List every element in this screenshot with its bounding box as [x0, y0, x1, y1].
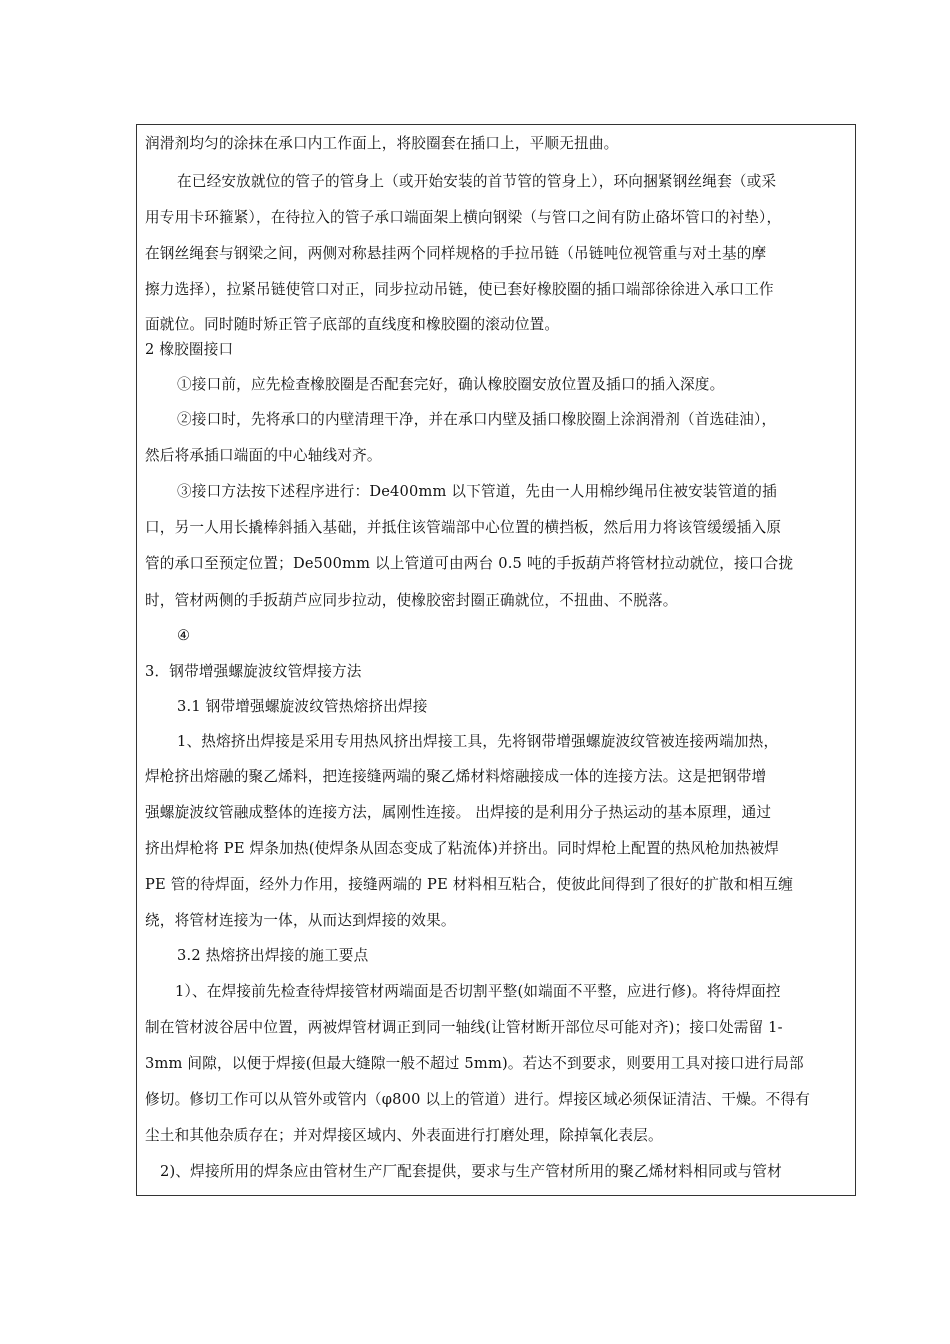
- section-heading: 3．钢带增强螺旋波纹管焊接方法: [145, 663, 362, 680]
- text-line: ①接口前，应先检查橡胶圈是否配套完好，确认橡胶圈安放位置及插口的插入深度。: [177, 376, 725, 393]
- text-line: 时，管材两侧的手扳葫芦应同步拉动，使橡胶密封圈正确就位，不扭曲、不脱落。: [145, 592, 678, 609]
- text-line: 1、热熔挤出焊接是采用专用热风挤出焊接工具，先将钢带增强螺旋波纹管被连接两端加热，: [177, 733, 779, 750]
- text-line: 口，另一人用长撬棒斜插入基础，并抵住该管端部中心位置的横挡板，然后用力将该管缓缓插入原: [145, 519, 782, 536]
- text-line: 管的承口至预定位置；De500mm 以上管道可由两台 0.5 吨的手扳葫芦将管材拉动就位，接口合拢: [145, 555, 794, 572]
- text-line: 尘土和其他杂质存在；并对焊接区域内、外表面进行打磨处理，除掉氧化表层。: [145, 1127, 663, 1144]
- subsection-heading: 3.2 热熔挤出焊接的施工要点: [177, 947, 369, 964]
- text-line: PE 管的待焊面，经外力作用，接缝两端的 PE 材料相互粘合，使彼此间得到了很好的扩散和相互缠: [145, 876, 794, 893]
- text-line: ④: [177, 627, 191, 644]
- subsection-heading: 3.1 钢带增强螺旋波纹管热熔挤出焊接: [177, 698, 428, 715]
- text-line: 2)、焊接所用的焊条应由管材生产厂配套提供，要求与生产管材所用的聚乙烯材料相同或与管材: [160, 1163, 782, 1180]
- text-line: 3mm 间隙，以便于焊接(但最大缝隙一般不超过 5mm)。若达不到要求，则要用工具对接口进行局部: [145, 1055, 804, 1072]
- text-line: 润滑剂均匀的涂抹在承口内工作面上，将胶圈套在插口上，平顺无扭曲。: [145, 135, 619, 152]
- text-line: 挤出焊枪将 PE 焊条加热(使焊条从固态变成了粘流体)并挤出。同时焊枪上配置的热风枪加热被焊: [145, 840, 780, 857]
- text-line: 用专用卡环箍紧），在待拉入的管子承口端面架上横向钢梁（与管口之间有防止硌坏管口的衬垫），: [145, 209, 782, 226]
- text-line: 在已经安放就位的管子的管身上（或开始安装的首节管的管身上），环向捆紧钢丝绳套（或采: [177, 173, 777, 190]
- section-heading: 2 橡胶圈接口: [145, 341, 234, 358]
- text-line: 在钢丝绳套与钢梁之间，两侧对称悬挂两个同样规格的手拉吊链（吊链吨位视管重与对土基的摩: [145, 245, 767, 262]
- text-line: 然后将承插口端面的中心轴线对齐。: [145, 447, 382, 464]
- text-line: 擦力选择），拉紧吊链使管口对正，同步拉动吊链，使已套好橡胶圈的插口端部徐徐进入承口工作: [145, 281, 774, 298]
- text-line: 强螺旋波纹管融成整体的连接方法，属刚性连接。 出焊接的是利用分子热运动的基本原理，通过: [145, 804, 772, 821]
- text-line: 绕，将管材连接为一体，从而达到焊接的效果。: [145, 912, 456, 929]
- text-line: 制在管材波谷居中位置，两被焊管材调正到同一轴线(让管材断开部位尽可能对齐)；接口处需留 1-: [145, 1019, 783, 1036]
- text-line: 1）、在焊接前先检查待焊接管材两端面是否切割平整(如端面不平整，应进行修)。将待焊面控: [175, 983, 781, 1000]
- text-line: ③接口方法按下述程序进行：De400mm 以下管道，先由一人用棉纱绳吊住被安装管道的插: [177, 483, 777, 500]
- text-line: ②接口时，先将承口的内壁清理干净，并在承口内壁及插口橡胶圈上涂润滑剂（首选硅油），: [177, 411, 777, 428]
- text-line: 修切。修切工作可以从管外或管内（φ800 以上的管道）进行。焊接区域必须保证清洁、干燥。不得有: [145, 1091, 811, 1108]
- text-line: 面就位。同时随时矫正管子底部的直线度和橡胶圈的滚动位置。: [145, 316, 560, 333]
- text-line: 焊枪挤出熔融的聚乙烯料，把连接缝两端的聚乙烯材料熔融接成一体的连接方法。这是把钢带增: [145, 768, 767, 785]
